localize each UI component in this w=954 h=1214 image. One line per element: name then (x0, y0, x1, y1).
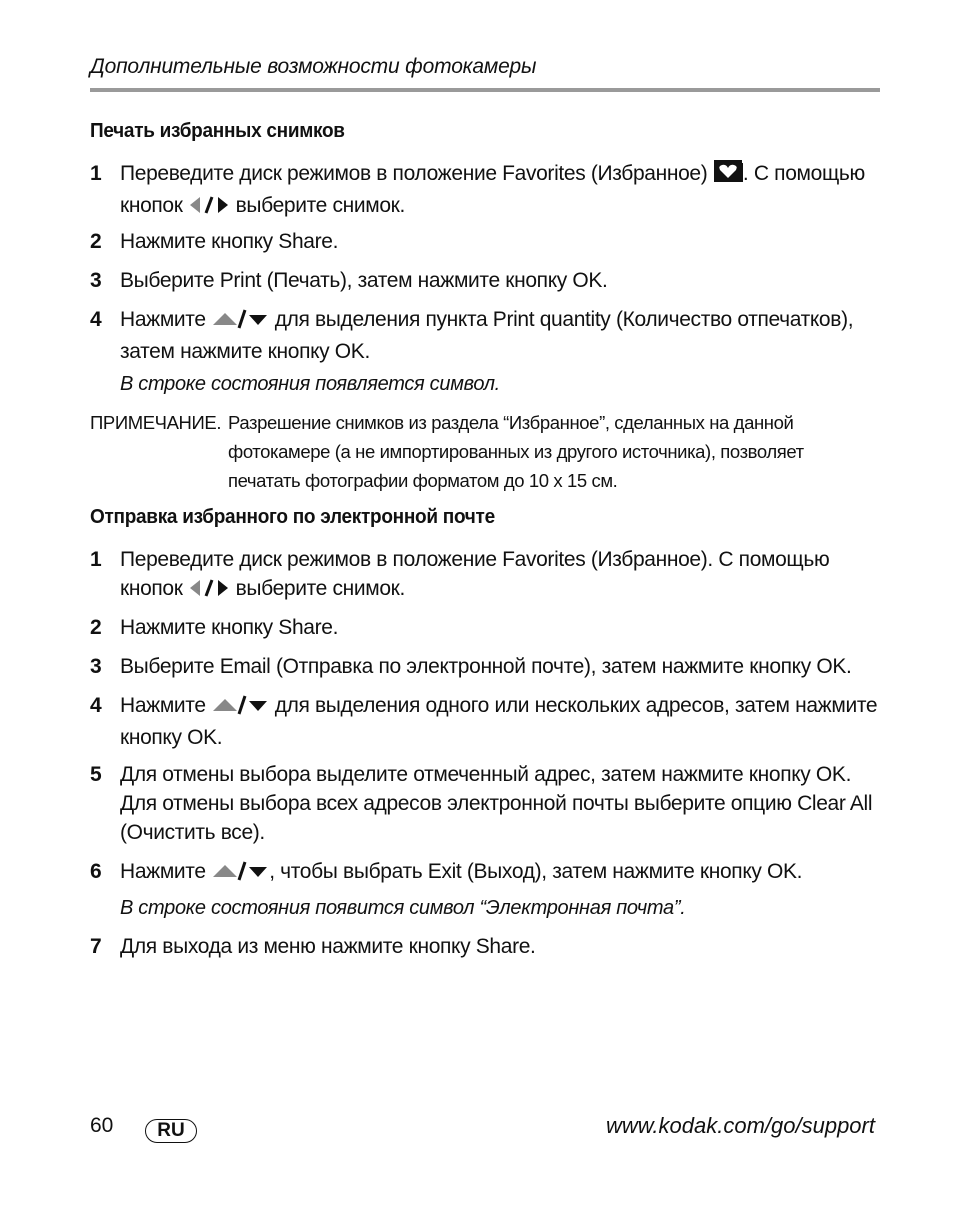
step-text: Выберите Email (Отправка по электронной почте), затем нажмите кнопку OK. (120, 655, 852, 678)
support-url[interactable]: www.kodak.com/go/support (605, 1113, 875, 1138)
print-status-result: В строке состояния появляется символ. (120, 373, 500, 395)
step-number: 3 (90, 655, 102, 678)
step-text: затем нажмите кнопку OK. (120, 340, 370, 363)
step-text: выберите снимок. (235, 577, 406, 600)
step-number: 6 (90, 860, 102, 883)
step-number: 1 (90, 162, 102, 185)
print-note (90, 408, 880, 495)
step-number: 5 (90, 763, 102, 786)
note-text: Разрешение снимков из раздела “Избранное”, сделанных на данной фотокамере (а не импортированных из другого источника), позволяет печатать фотографии форматом до 10 x 15 см. (228, 412, 804, 491)
step-text: Переведите диск режимов в положение Favorites (Избранное). С помощью (120, 548, 830, 571)
step-text: выберите снимок. (235, 194, 406, 217)
step-text: , чтобы выбрать Exit (Выход), затем нажмите кнопку OK. (269, 860, 803, 883)
email-step-5 (90, 760, 880, 847)
email-step-1 (90, 545, 880, 606)
up-down-arrows-icon (211, 860, 269, 889)
step-number: 7 (90, 935, 102, 958)
step-text: кнопок (120, 577, 183, 600)
section-title-print: Печать избранных снимков (90, 120, 345, 142)
email-status-result: В строке состояния появится символ “Электронная почта”. (120, 897, 686, 919)
step-text: Нажмите (120, 860, 206, 883)
left-right-arrows-icon (188, 577, 230, 606)
section-title-email: Отправка избранного по электронной почте (90, 506, 495, 528)
email-step-3 (90, 652, 880, 681)
step-text: Выберите Print (Печать), затем нажмите кнопку OK. (120, 269, 608, 292)
step-text: кнопок (120, 194, 183, 217)
step-text: . С помощью (742, 162, 865, 185)
email-step-7 (90, 932, 880, 961)
step-text: кнопку OK. (120, 726, 223, 749)
print-step-4 (90, 305, 880, 366)
step-text: Нажмите (120, 308, 206, 331)
up-down-arrows-icon (211, 308, 269, 337)
up-down-arrows-icon (211, 694, 269, 723)
language-badge: RU (145, 1119, 197, 1143)
header-rule (90, 88, 880, 92)
manual-page (90, 0, 880, 1214)
step-number: 4 (90, 308, 102, 331)
step-number: 1 (90, 548, 102, 571)
print-step-2 (90, 227, 880, 256)
email-step-4 (90, 691, 880, 752)
left-right-arrows-icon (188, 194, 230, 223)
step-text: для выделения пункта Print quantity (Количество отпечатков), (274, 308, 854, 331)
page-number: 60 (90, 1114, 114, 1137)
step-text: для выделения одного или нескольких адресов, затем нажмите (274, 694, 878, 717)
favorites-heart-icon (713, 159, 743, 191)
step-number: 4 (90, 694, 102, 717)
note-label: ПРИМЕЧАНИЕ. (90, 412, 222, 433)
step-text: (Очистить все). (120, 821, 265, 844)
step-text: Для отмены выбора выделите отмеченный адрес, затем нажмите кнопку OK. (120, 763, 852, 786)
email-step-2 (90, 613, 880, 642)
step-number: 2 (90, 230, 102, 253)
email-step-6 (90, 857, 880, 889)
print-step-3 (90, 266, 880, 295)
step-text: Нажмите кнопку Share. (120, 230, 339, 253)
step-text: Для отмены выбора всех адресов электронной почты выберите опцию Clear All (120, 792, 873, 815)
step-text: Нажмите (120, 694, 206, 717)
step-text: Нажмите кнопку Share. (120, 616, 339, 639)
step-number: 2 (90, 616, 102, 639)
print-step-1 (90, 159, 880, 223)
step-text: Для выхода из меню нажмите кнопку Share. (120, 935, 536, 958)
step-number: 3 (90, 269, 102, 292)
step-text: Переведите диск режимов в положение Favorites (Избранное) (120, 162, 708, 185)
running-header: Дополнительные возможности фотокамеры (90, 55, 537, 78)
